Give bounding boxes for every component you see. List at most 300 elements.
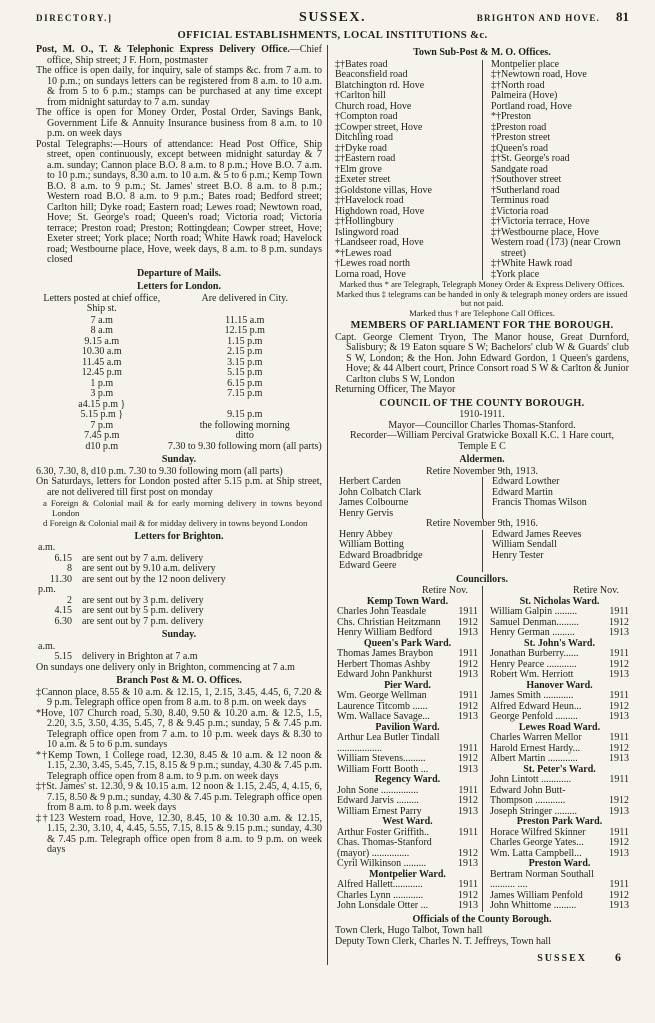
councillor-name: Henry William Bedford (337, 627, 432, 638)
councillor-retire-year: 1913 (609, 805, 629, 817)
post-office-paragraph: The office is open daily, for inquiry, sale of stamps &c. from 7 a.m. to 10 p.m.; on sundays letters can be registered from 8 a.m. to 10 a.m. & from 5 to 6 p.m.; stamps can be purchased at any time except from midnight saturday to 7 a.m. sunday (36, 65, 322, 108)
sub-post-office: Palmeira (Hove) (491, 90, 558, 101)
councillor-row (488, 733, 629, 744)
councillor-name: Henry German ......... (490, 627, 575, 638)
sub-post-office: Portland road, Hove (491, 100, 572, 112)
brighton-text: are sent out by 5 p.m. delivery (82, 605, 204, 617)
councillor-name: James William Penfold (490, 889, 583, 901)
sub-post-office: ‡†Newtown road, Hove (491, 69, 587, 80)
mails-delivered-time: 5.15 p.m (227, 367, 263, 378)
sub-post-office: Highdown road, Hove (335, 205, 425, 217)
councillor-retire-year: 1912 (458, 753, 478, 764)
mails-delivered-time: 7.30 to 9.30 following morn (all parts) (167, 440, 322, 452)
councillor-name: John Sone ............... (337, 784, 419, 796)
councillor-name: William Stevens......... (337, 753, 426, 764)
aldermen-pair (335, 498, 629, 509)
councillor-retire-year: 1912 (458, 658, 478, 670)
councillor-retire-year: 1913 (458, 627, 478, 638)
councillor-name: Pavilion Ward. (375, 721, 440, 733)
councillor-row (335, 880, 478, 891)
sub-post-office: Terminus road (491, 195, 549, 206)
aldermen-retire-1916: Retire November 9th, 1916. (426, 518, 538, 529)
councillor-name: Herbert Thomas Ashby (337, 658, 431, 670)
header-directory-label: DIRECTORY.] (36, 13, 113, 23)
mails-row (36, 410, 322, 421)
sub-post-office: ‡†Hollingbury (335, 216, 394, 227)
signature-number: 6 (615, 950, 621, 964)
left-column (36, 45, 327, 965)
sub-post-office: ‡†Westbourne place, Hove (491, 226, 599, 238)
councillor-row (335, 670, 478, 681)
sub-post-office: *†Lewes road (335, 247, 392, 259)
councillor-name: Preston Park Ward. (516, 816, 603, 827)
mails-posted-time: d10 p.m (85, 440, 119, 452)
sub-post-office: Montpelier place (491, 58, 560, 70)
mails-delivered-time: 6.15 p.m (227, 377, 263, 389)
councillor-retire-year: 1912 (458, 889, 478, 901)
sub-post-col-a (335, 60, 482, 281)
alderman-name: William Botting (339, 539, 404, 550)
mails-row (36, 326, 322, 337)
councillor-name: Samuel Denman......... (490, 616, 579, 628)
councillor-name: Charles John Teasdale (337, 606, 427, 617)
council-heading: COUNCIL OF THE COUNTY BOROUGH. (379, 397, 585, 409)
councillor-row (488, 859, 629, 870)
alderman-name: James Colbourne (339, 497, 409, 508)
returning-officer: Returning Officer, The Mayor (335, 384, 456, 395)
mails-posted-time: 5.15 p.m } (80, 409, 124, 420)
councillor-retire-year: 1912 (609, 700, 629, 712)
councillor-name: Charles George Yates... (490, 837, 584, 848)
councillor-name: Thomas James Braybon (337, 648, 434, 659)
mails-posted-time: 3 p.m (90, 388, 114, 399)
brighton-delivery-row (36, 617, 322, 628)
councillor-retire-year: 1911 (609, 648, 629, 659)
mails-row (36, 442, 322, 453)
page-number: 81 (616, 9, 629, 24)
sub-post-office: *†Preston (491, 111, 531, 122)
sub-post-office: Blatchington rd. Hove (335, 79, 425, 91)
marker-note: Marked thus * are Telegraph, Telegraph Money Order & Express Delivery Offices. (339, 279, 625, 289)
councillors-right-column (482, 586, 629, 912)
councillor-row (335, 901, 478, 912)
councillor-retire-year: 1911 (609, 879, 629, 890)
councillor-name: Preston Ward. (528, 858, 591, 869)
post-office-paragraph: The office is open for Money Order, Postal Order, Savings Bank, Government Life & Annuity Insurance business from 8 a.m. to 10 p.m. on week days (36, 107, 322, 139)
councillor-name: Laurence Titcomb ...... (337, 700, 428, 712)
councillor-row (488, 870, 629, 891)
letters-for-london-heading: Letters for London. (137, 281, 221, 292)
councillor-row (488, 838, 629, 849)
councillor-row (335, 796, 478, 807)
mails-posted-time: a4.15 p.m } (78, 398, 126, 410)
councillor-retire-year: 1911 (458, 606, 478, 617)
mails-row (36, 316, 322, 327)
councillor-name: Harold Ernest Hardy... (490, 742, 581, 754)
mails-col2-header: Are delivered in City. (201, 292, 289, 304)
mails-rows (36, 316, 322, 453)
sub-post-office: †Preston street (491, 132, 551, 143)
sub-post-office: †Compton road (335, 111, 398, 122)
sub-post-office: Lorna road, Hove (335, 268, 406, 280)
councillor-retire-year: 1911 (609, 826, 629, 838)
councillor-name: John Whittome ......... (490, 900, 577, 911)
mp-body: Capt. George Clement Tryon, The Manor house, Great Durnford, Salisbury; & 19 Eaton square S W; Bachelors' club W & Guards' club S W, London; & the Hon. John Edward Gordon, 1 Queen's gardens, Hove; & 44 Albert court, Prince Consort road S W & Carlton & Junior Carlton clubs S W, London (335, 331, 629, 385)
brighton-time: 2 (67, 594, 72, 606)
councillor-retire-year: 1912 (458, 700, 478, 712)
aldermen-retire-1913: Retire November 9th, 1913. (426, 465, 538, 477)
alderman-name: Francis Thomas Wilson (482, 498, 629, 509)
councillor-name: Charles Lynn ............ (337, 889, 424, 901)
councillor-name: Wm. Wallace Savage... (337, 711, 430, 722)
signature-word: SUSSEX (537, 953, 587, 964)
sub-post-office: ‡†Havelock road (335, 195, 404, 206)
brighton-time: p.m. (38, 584, 56, 596)
london-sunday-line: 6.30, 7.30, 8, d10 p.m. 7.30 to 9.30 following morn (all parts) (36, 465, 283, 477)
brighton-sunday-time: a.m. (38, 640, 56, 652)
alderman-name (482, 561, 629, 572)
mails-posted-time: 7 p.m (90, 419, 114, 431)
brighton-text: are sent out by 3 p.m. delivery (82, 594, 204, 606)
councillor-retire-year: 1911 (609, 732, 629, 743)
councillors-columns (335, 586, 629, 912)
sub-post-lists (335, 60, 629, 281)
mails-row (36, 400, 322, 411)
mails-posted-time: 9.15 a.m (84, 335, 120, 347)
brighton-time: 11.30 (49, 573, 72, 585)
councillor-name: Edward John Butt-Thompson ............ (490, 784, 566, 806)
branch-offices-heading: Branch Post & M. O. Offices. (116, 675, 242, 687)
councillor-row (488, 786, 629, 807)
sub-post-office: ‡†North road (491, 79, 545, 91)
mails-delivered-time: 7.15 p.m (227, 388, 263, 399)
alderman-name: Edward Lowther (482, 477, 629, 488)
branch-office-entry: ‡†St. James' st. 12.30, 9 & 10.15 a.m. 12 noon & 1.15, 2.45, 4, 4.15, 6, 7.15, 8.50 & 9 p.m.; sunday, 4.30 & 7.45 p.m. Telegraph office open from 8 a.m. to 8 p.m. week days (36, 781, 322, 814)
councillor-name: Jonathan Burberry...... (490, 648, 579, 659)
brighton-time: a.m. (38, 542, 56, 554)
aldermen-1916-list (335, 530, 629, 572)
councillor-retire-year: 1913 (458, 669, 478, 680)
sub-post-office: ‡†Dyke road (335, 142, 387, 154)
councillor-retire-year: 1911 (609, 690, 629, 701)
councillor-name: Edward John Pankhurst (337, 669, 432, 680)
alderman-name: Henry Tester (482, 551, 629, 562)
official-line: Town Clerk, Hugo Talbot, Town hall (335, 925, 483, 936)
councillor-name: St. Nicholas Ward. (519, 595, 600, 607)
brighton-text: are sent out by 7 p.m. delivery (82, 615, 204, 627)
right-column (327, 45, 629, 965)
mails-row (36, 358, 322, 369)
sub-post-office: †Carlton hill (335, 90, 386, 101)
mails-delivered-time: the following morning (199, 419, 290, 431)
councillor-retire-year: 1913 (609, 669, 629, 680)
councillor-name: George Penfold ......... (490, 711, 578, 722)
councillor-retire-year: 1913 (609, 847, 629, 859)
header-town-text: BRIGHTON AND HOVE. (476, 13, 600, 23)
footnote-d: d Foreign & Colonial mail & for midday delivery in towns beyond London (43, 518, 308, 529)
councillor-name: Hanover Ward. (526, 679, 593, 691)
brighton-sunday-rows (36, 642, 322, 663)
aldermen-pair (335, 477, 629, 488)
mails-row (36, 389, 322, 400)
councillor-row (335, 775, 478, 786)
brighton-delivery-row (36, 575, 322, 586)
alderman-name: Henry Gervis (339, 507, 394, 519)
signature-mark (335, 952, 629, 965)
alderman-name: Edward Martin (482, 488, 629, 499)
sub-post-office: ‡†White Hawk road (491, 258, 573, 269)
councillor-name: Joseph Stringer ......... (490, 805, 577, 817)
header-town-label (366, 9, 629, 24)
brighton-delivery-rows (36, 543, 322, 627)
sub-post-office: ‡Goldstone villas, Hove (335, 184, 432, 196)
mails-posted-time: 10.30 a.m (81, 346, 122, 357)
councillor-name: John Lonsdale Otter ... (337, 900, 429, 911)
branch-office-entry: ‡†123 Western road, Hove, 12.30, 8.45, 10 & 10.30 a.m. & 12.15, 1.15, 2.30, 3.10, 4, 4.45, 5.55, 7.15, 8.15 & 9.15 p.m.; sunday, 4.30 & 7.45 p.m. Telegraph office open from 8 a.m. to 9 p.m. on week days (36, 812, 322, 856)
councillor-retire-year: 1912 (609, 795, 629, 806)
council-mayor: Mayor—Councillor Charles Thomas-Stanford. (388, 419, 576, 431)
sub-post-col-b (482, 60, 629, 281)
brighton-time: 8 (67, 563, 72, 575)
aldermen-pair (335, 561, 629, 572)
councillor-name: Edward Jarvis ......... (337, 795, 419, 806)
councillors-right-rows (488, 597, 629, 912)
mails-table (36, 294, 322, 453)
councillor-row (488, 628, 629, 639)
officials-lines (335, 926, 629, 947)
mails-row (36, 347, 322, 358)
councillor-retire-year: 1913 (458, 711, 478, 722)
councillor-retire-year: 1911 (458, 648, 478, 659)
branch-office-entry: ‡Cannon place, 8.55 & 10 a.m. & 12.15, 1, 2.15, 3.45, 4.45, 6, 7.20 & 9 p.m. Telegraph office open from 8 a.m. to 8 p.m. on week days (36, 686, 322, 709)
councillor-row (488, 817, 629, 828)
sub-post-office: †Landseer road, Hove (335, 237, 424, 248)
mails-delivered-time: ditto (235, 430, 254, 441)
councillor-row (335, 628, 478, 639)
councillor-name: Wm. George Wellman (337, 690, 427, 701)
sub-post-office: ‡Preston road (491, 121, 547, 133)
post-office-title: Post, M. O., T. & Telephonic Express Delivery Office. (36, 44, 290, 55)
brighton-text: are sent out by 9.10 a.m. delivery (82, 563, 216, 575)
councillor-name: Wm. Latta Campbell... (490, 847, 582, 859)
sub-post-office: Islingword road (335, 226, 399, 238)
mails-delivered-time: 1.15 p.m (227, 335, 263, 347)
sub-post-office: †Southover street (491, 174, 562, 185)
councillor-name: St. John's Ward. (524, 637, 595, 649)
sub-post-office: ‡York place (491, 268, 540, 280)
councillor-name: Albert Martin ............ (490, 753, 578, 764)
councillor-name: William Fortt Booth ... (337, 763, 429, 775)
councillor-row (488, 712, 629, 723)
councillor-name: James Smith ............ (490, 690, 574, 701)
councillor-retire-year: 1911 (609, 606, 629, 617)
aldermen-1913-list (335, 477, 629, 519)
sub-post-office: Ditchling road (335, 132, 394, 143)
mp-heading: MEMBERS OF PARLIAMENT FOR THE BOROUGH. (350, 320, 614, 331)
councillor-retire-year: 1912 (609, 889, 629, 901)
councillor-retire-year: 1912 (609, 742, 629, 754)
mails-posted-time: 12.45 p.m (81, 367, 122, 378)
councillor-name: Montpelier Ward. (369, 868, 446, 880)
councillor-retire-year: 1911 (458, 879, 478, 890)
councillor-retire-year: 1912 (458, 795, 478, 806)
councillor-name: Alfred Hallett............ (337, 879, 423, 890)
mails-delivered-time: 2.15 p.m (227, 346, 263, 357)
councillor-name: Robert Wm. Herriott (490, 669, 574, 680)
council-years: 1910-1911. (459, 409, 505, 420)
councillor-retire-year: 1911 (458, 826, 478, 838)
retire-nov-label: Retire Nov. (421, 585, 468, 596)
councillor-row (488, 754, 629, 765)
councillor-retire-year: 1913 (609, 900, 629, 911)
councillor-name: Arthur Foster Griffith.. (337, 826, 430, 838)
councillor-retire-year: 1913 (458, 858, 478, 869)
councillor-name: Alfred Edward Heun... (490, 700, 582, 712)
mails-delivered-time: 11.15 a.m (225, 314, 265, 326)
councillor-row (335, 817, 478, 828)
post-office-lead (36, 45, 322, 66)
brighton-sunday-heading: Sunday. (161, 629, 197, 641)
councillor-retire-year: 1911 (458, 742, 478, 754)
mails-delivered-time: 3.15 p.m (227, 356, 263, 368)
councillor-name: Bertram Norman Southall .......... .... (490, 868, 594, 890)
sub-post-office: ‡Cowper street, Hove (335, 121, 423, 133)
mails-posted-time: 7.45 p.m (84, 430, 120, 441)
councillor-name: Regency Ward. (374, 774, 441, 785)
councillor-retire-year: 1912 (609, 616, 629, 628)
brighton-sunday-time: 5.15 (54, 651, 72, 663)
header-county-title: SUSSEX. (299, 10, 366, 25)
mails-table-header (36, 294, 322, 315)
brighton-text: are sent out by 7 a.m. delivery (82, 552, 204, 564)
councillor-name: Kemp Town Ward. (366, 595, 449, 607)
sub-post-office: ‡†Victoria terrace, Hove (491, 216, 590, 227)
sub-post-office: ‡Exeter street (335, 174, 391, 185)
councillor-row (335, 859, 478, 870)
councillor-row (335, 754, 478, 765)
councillor-row (335, 691, 478, 702)
councillor-retire-year: 1913 (609, 627, 629, 638)
councillor-name: John Lintott ............ (490, 774, 572, 785)
sub-post-office: Church road, Hove (335, 100, 412, 112)
sub-post-office: ‡Victoria road (491, 205, 549, 217)
sub-post-office: †Sutherland road (491, 184, 560, 196)
brighton-time: 6.30 (54, 615, 72, 627)
london-sunday-heading: Sunday. (161, 454, 197, 465)
sub-post-heading: Town Sub-Post & M. O. Offices. (413, 47, 551, 58)
mails-row (36, 379, 322, 390)
councillor-retire-year: 1913 (609, 753, 629, 764)
councillors-heading: Councillors. (456, 573, 508, 585)
councillor-row (335, 733, 478, 754)
councillors-left-column (335, 586, 482, 912)
post-office-paragraphs (36, 66, 322, 266)
alderman-name: Edward Geere (339, 560, 397, 571)
councillor-row (335, 712, 478, 723)
councillor-row (488, 649, 629, 660)
councillor-row (335, 838, 478, 859)
sub-post-office: Sandgate road (491, 163, 548, 175)
councillor-name: Arthur Lea Butler Tindall .................. (337, 732, 440, 754)
retire-nov-label: Retire Nov. (572, 585, 619, 596)
councillor-row (488, 691, 629, 702)
sub-post-office: ‡†Bates road (335, 58, 388, 70)
brighton-time: 4.15 (54, 605, 72, 617)
alderman-name: John Colbatch Clark (339, 486, 422, 498)
columns (36, 45, 629, 965)
sub-post-office: ‡†Eastern road (335, 153, 396, 164)
branch-office-entries (36, 688, 322, 856)
post-office-paragraph: Postal Telegraphs:—Hours of attendance: Head Post Office, Ship street, open continuously, except between midnight saturday & 7 a.m. sunday; Cannon place B.O. 8 a.m. to 8 p.m.; Hove B.O. 7 a.m. to 10 p.m.; sundays, 8.30 a.m. to 10 a.m. & 5 to 6 p.m.; Kemp Town B.O. 8 a.m. to 9 p.m.; St. James' street B.O. 8 a.m. to 8 p.m.; Western road B.O. 8 a.m. to 9 p.m.; Bates road; Bedford street; Carlton hill; Dyke road; Eastern road; Lewes road; Newtown road, Hove; St. George's road; Queen's road; Victoria road; Victoria terrace; Preston road; Preston; Rottingdean; Cowper street, Hove; Exeter street; York place; North road; White Hawk road; Havelock road; Westbourne place, Hove, week days, 8 a.m. to 8 p.m. sundays closed (36, 138, 322, 265)
branch-office-entry: *Hove, 107 Church road, 5.30, 8.40, 9.50 & 10.20 a.m. & 12.5, 1.5, 2.20, 3.5, 3.50, 4.35, 5.45, 7, 8 & 9.45 p.m.; sunday, 5 & 7.45 p.m. Telegraph office open from 7 a.m. to 10 p.m. week days & 8.30 to 10 a.m. & 5 to 6 p.m. sundays (36, 707, 322, 751)
councillor-row (488, 775, 629, 786)
councillor-row (488, 607, 629, 618)
councillor-row (335, 607, 478, 618)
sub-post-office: ‡Queen's road (491, 142, 549, 154)
alderman-name: William Sendall (482, 540, 629, 551)
marker-note: Marked thus ‡ telegrams can be handed in only & telegraph money orders are issued but not paid. (336, 288, 628, 308)
councillor-name: Chas. Thomas-Stanford (mayor) ............... (337, 837, 432, 859)
marker-note: Marked thus † are Telephone Call Offices. (409, 307, 555, 318)
councillor-retire-year: 1913 (458, 900, 478, 911)
page-header (36, 9, 629, 25)
aldermen-heading: Aldermen. (459, 454, 505, 465)
councillor-retire-year: 1912 (609, 837, 629, 848)
mails-posted-time: 8 a.m (90, 325, 113, 336)
mails-delivered-time: 12.15 p.m (224, 325, 265, 336)
letters-for-brighton-heading: Letters for Brighton. (134, 530, 224, 542)
brighton-sunday-text: delivery in Brighton at 7 a.m (82, 651, 198, 663)
councillor-name: St. Peter's Ward. (523, 763, 596, 775)
councillor-retire-year: 1912 (458, 616, 478, 628)
councillors-left-rows (335, 597, 478, 912)
departure-of-mails-heading: Departure of Mails. (137, 267, 221, 279)
councillor-retire-year: 1913 (458, 805, 478, 817)
mails-col1-header: Letters posted at chief office, Ship st. (43, 292, 161, 314)
page-title: OFFICIAL ESTABLISHMENTS, LOCAL INSTITUTIONS &c. (177, 29, 488, 41)
officials-heading: Officials of the County Borough. (412, 913, 552, 925)
mails-delivered-time: 9.15 p.m (227, 409, 263, 420)
official-line: Deputy Town Clerk, Charles N. T. Jeffreys, Town hall (335, 935, 551, 947)
sub-post-office: Beaconsfield road (335, 69, 408, 80)
councillor-retire-year: 1911 (458, 784, 478, 796)
councillor-row (335, 649, 478, 660)
footnote-a: a Foreign & Colonial mail & for early morning delivery in towns beyond London (43, 498, 322, 518)
councillor-name: Horace Wilfred Skinner (490, 826, 586, 838)
alderman-name: Edward James Reeves (482, 530, 629, 541)
brighton-time: 6.15 (54, 552, 72, 564)
council-recorder: Recorder—William Percival Gratwicke Boxall K.C. 1 Hare court, Temple E C (350, 430, 614, 452)
councillor-name: Cyril Wilkinson ......... (337, 858, 427, 869)
mails-posted-time: 7 a.m (90, 314, 113, 326)
councillor-retire-year: 1912 (609, 658, 629, 670)
councillor-name: Charles Warren Mellor (490, 732, 582, 743)
councillor-name: Queen's Park Ward. (363, 637, 452, 649)
mails-posted-time: 11.45 a.m (82, 356, 122, 368)
alderman-name: Herbert Carden (339, 476, 401, 487)
alderman-name: Edward Broadbridge (339, 549, 423, 561)
councillor-name: West Ward. (382, 816, 433, 827)
councillor-name: Pier Ward. (384, 679, 431, 691)
sub-post-office: ‡†St. George's road (491, 153, 570, 164)
sub-post-office: †Elm grove (335, 163, 382, 175)
councillor-retire-year: 1913 (458, 763, 478, 775)
brighton-text: are sent out by the 12 noon delivery (82, 573, 226, 585)
councillor-name: Lewes Road Ward. (518, 721, 601, 733)
councillor-retire-year: 1911 (609, 774, 629, 785)
marker-notes (335, 280, 629, 318)
councillor-retire-year: 1911 (458, 690, 478, 701)
